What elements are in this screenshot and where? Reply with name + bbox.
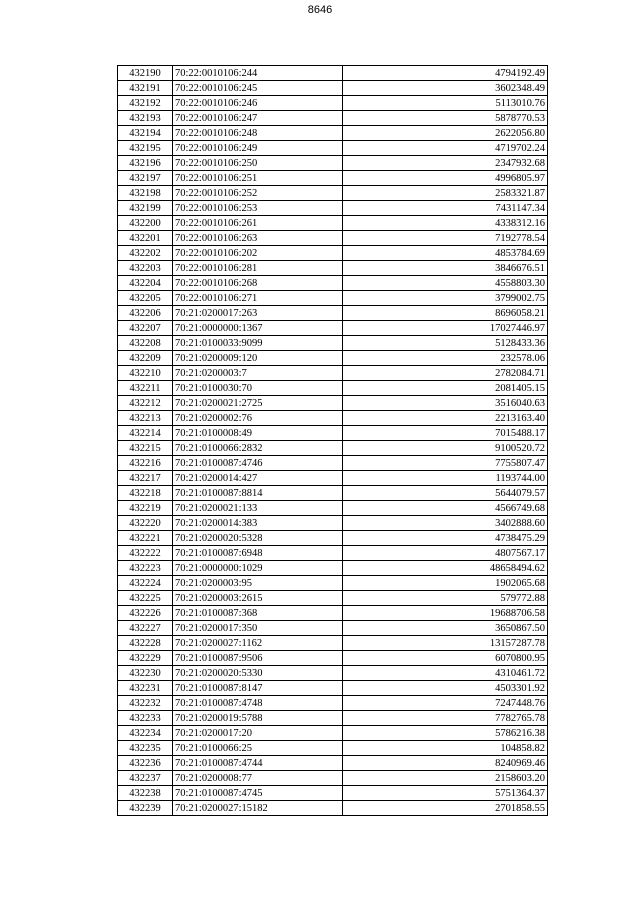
value-cell: 4338312.16 — [343, 216, 548, 231]
value-cell: 1902065.68 — [343, 576, 548, 591]
cadastral-number-cell: 70:21:0100087:4748 — [173, 696, 343, 711]
table-row — [118, 126, 548, 141]
cadastral-number-cell: 70:21:0100087:4746 — [173, 456, 343, 471]
value-cell: 5751364.37 — [343, 786, 548, 801]
row-number-cell: 432193 — [118, 111, 173, 126]
table-row — [118, 471, 548, 486]
row-number-cell: 432201 — [118, 231, 173, 246]
cadastral-number-cell: 70:22:0010106:261 — [173, 216, 343, 231]
row-number-cell: 432196 — [118, 156, 173, 171]
value-cell: 5786216.38 — [343, 726, 548, 741]
cadastral-number-cell: 70:21:0100087:9506 — [173, 651, 343, 666]
value-cell: 5644079.57 — [343, 486, 548, 501]
table-row — [118, 426, 548, 441]
row-number-cell: 432190 — [118, 66, 173, 81]
row-number-cell: 432199 — [118, 201, 173, 216]
table-row — [118, 66, 548, 81]
value-cell: 2081405.15 — [343, 381, 548, 396]
row-number-cell: 432223 — [118, 561, 173, 576]
table-row — [118, 156, 548, 171]
cadastral-number-cell: 70:22:0010106:246 — [173, 96, 343, 111]
value-cell: 8696058.21 — [343, 306, 548, 321]
table-row — [118, 276, 548, 291]
table-row — [118, 141, 548, 156]
table-row — [118, 636, 548, 651]
value-cell: 3650867.50 — [343, 621, 548, 636]
table-row — [118, 786, 548, 801]
cadastral-number-cell: 70:21:0200014:383 — [173, 516, 343, 531]
cadastral-number-cell: 70:22:0010106:268 — [173, 276, 343, 291]
row-number-cell: 432206 — [118, 306, 173, 321]
table-row — [118, 516, 548, 531]
cadastral-number-cell: 70:21:0200020:5330 — [173, 666, 343, 681]
row-number-cell: 432236 — [118, 756, 173, 771]
row-number-cell: 432228 — [118, 636, 173, 651]
cadastral-number-cell: 70:21:0200009:120 — [173, 351, 343, 366]
value-cell: 19688706.58 — [343, 606, 548, 621]
table-row — [118, 96, 548, 111]
value-cell: 4566749.68 — [343, 501, 548, 516]
cadastral-number-cell: 70:22:0010106:247 — [173, 111, 343, 126]
value-cell: 2782084.71 — [343, 366, 548, 381]
value-cell: 3799002.75 — [343, 291, 548, 306]
cadastral-number-cell: 70:21:0200014:427 — [173, 471, 343, 486]
value-cell: 4853784.69 — [343, 246, 548, 261]
row-number-cell: 432234 — [118, 726, 173, 741]
table-row — [118, 606, 548, 621]
row-number-cell: 432200 — [118, 216, 173, 231]
row-number-cell: 432237 — [118, 771, 173, 786]
value-cell: 2213163.40 — [343, 411, 548, 426]
row-number-cell: 432231 — [118, 681, 173, 696]
value-cell: 2622056.80 — [343, 126, 548, 141]
row-number-cell: 432233 — [118, 711, 173, 726]
cadastral-number-cell: 70:22:0010106:244 — [173, 66, 343, 81]
value-cell: 9100520.72 — [343, 441, 548, 456]
row-number-cell: 432238 — [118, 786, 173, 801]
table-row — [118, 501, 548, 516]
value-cell: 2158603.20 — [343, 771, 548, 786]
row-number-cell: 432221 — [118, 531, 173, 546]
cadastral-number-cell: 70:21:0200021:133 — [173, 501, 343, 516]
cadastral-number-cell: 70:22:0010106:248 — [173, 126, 343, 141]
value-cell: 48658494.62 — [343, 561, 548, 576]
table-row — [118, 666, 548, 681]
value-cell: 4719702.24 — [343, 141, 548, 156]
table-row — [118, 261, 548, 276]
row-number-cell: 432191 — [118, 81, 173, 96]
table-row — [118, 741, 548, 756]
value-cell: 13157287.78 — [343, 636, 548, 651]
table-row — [118, 81, 548, 96]
value-cell: 4996805.97 — [343, 171, 548, 186]
value-cell: 7247448.76 — [343, 696, 548, 711]
cadastral-number-cell: 70:22:0010106:263 — [173, 231, 343, 246]
row-number-cell: 432219 — [118, 501, 173, 516]
row-number-cell: 432204 — [118, 276, 173, 291]
value-cell: 7015488.17 — [343, 426, 548, 441]
table-row — [118, 186, 548, 201]
row-number-cell: 432232 — [118, 696, 173, 711]
row-number-cell: 432239 — [118, 801, 173, 816]
row-number-cell: 432205 — [118, 291, 173, 306]
value-cell: 4503301.92 — [343, 681, 548, 696]
table-row — [118, 651, 548, 666]
table-row — [118, 396, 548, 411]
table-row — [118, 246, 548, 261]
table-row — [118, 711, 548, 726]
cadastral-number-cell: 70:22:0010106:245 — [173, 81, 343, 96]
cadastral-number-cell: 70:21:0100066:25 — [173, 741, 343, 756]
row-number-cell: 432216 — [118, 456, 173, 471]
table-row — [118, 726, 548, 741]
cadastral-number-cell: 70:21:0200019:5788 — [173, 711, 343, 726]
value-cell: 4794192.49 — [343, 66, 548, 81]
row-number-cell: 432222 — [118, 546, 173, 561]
cadastral-number-cell: 70:22:0010106:251 — [173, 171, 343, 186]
cadastral-number-cell: 70:22:0010106:250 — [173, 156, 343, 171]
cadastral-number-cell: 70:21:0000000:1367 — [173, 321, 343, 336]
value-cell: 2583321.87 — [343, 186, 548, 201]
cadastral-number-cell: 70:22:0010106:271 — [173, 291, 343, 306]
cadastral-number-cell: 70:21:0200021:2725 — [173, 396, 343, 411]
value-cell: 8240969.46 — [343, 756, 548, 771]
cadastral-number-cell: 70:21:0200017:263 — [173, 306, 343, 321]
cadastral-number-cell: 70:21:0100087:368 — [173, 606, 343, 621]
cadastral-number-cell: 70:21:0200017:20 — [173, 726, 343, 741]
value-cell: 4558803.30 — [343, 276, 548, 291]
value-cell: 579772.88 — [343, 591, 548, 606]
cadastral-number-cell: 70:21:0100087:4745 — [173, 786, 343, 801]
row-number-cell: 432194 — [118, 126, 173, 141]
cadastral-number-cell: 70:21:0200008:77 — [173, 771, 343, 786]
cadastral-number-cell: 70:22:0010106:202 — [173, 246, 343, 261]
table-row — [118, 231, 548, 246]
value-cell: 4738475.29 — [343, 531, 548, 546]
cadastral-number-cell: 70:21:0100087:8814 — [173, 486, 343, 501]
row-number-cell: 432229 — [118, 651, 173, 666]
row-number-cell: 432225 — [118, 591, 173, 606]
cadastral-number-cell: 70:21:0200027:1162 — [173, 636, 343, 651]
table-row — [118, 546, 548, 561]
table-row — [118, 171, 548, 186]
row-number-cell: 432203 — [118, 261, 173, 276]
value-cell: 4807567.17 — [343, 546, 548, 561]
table-row — [118, 486, 548, 501]
value-cell: 3402888.60 — [343, 516, 548, 531]
table-row — [118, 111, 548, 126]
row-number-cell: 432226 — [118, 606, 173, 621]
row-number-cell: 432224 — [118, 576, 173, 591]
row-number-cell: 432217 — [118, 471, 173, 486]
value-cell: 4310461.72 — [343, 666, 548, 681]
row-number-cell: 432195 — [118, 141, 173, 156]
cadastral-number-cell: 70:21:0200027:15182 — [173, 801, 343, 816]
cadastral-number-cell: 70:21:0200017:350 — [173, 621, 343, 636]
row-number-cell: 432220 — [118, 516, 173, 531]
row-number-cell: 432215 — [118, 441, 173, 456]
cadastral-number-cell: 70:21:0100033:9099 — [173, 336, 343, 351]
row-number-cell: 432211 — [118, 381, 173, 396]
table-row — [118, 216, 548, 231]
value-cell: 7782765.78 — [343, 711, 548, 726]
row-number-cell: 432198 — [118, 186, 173, 201]
table-row — [118, 771, 548, 786]
table-row — [118, 336, 548, 351]
table-row — [118, 381, 548, 396]
row-number-cell: 432212 — [118, 396, 173, 411]
table-row — [118, 696, 548, 711]
row-number-cell: 432214 — [118, 426, 173, 441]
cadastral-value-table — [117, 65, 548, 816]
row-number-cell: 432210 — [118, 366, 173, 381]
row-number-cell: 432207 — [118, 321, 173, 336]
table-body — [118, 66, 548, 816]
table-row — [118, 291, 548, 306]
cadastral-number-cell: 70:22:0010106:281 — [173, 261, 343, 276]
cadastral-number-cell: 70:21:0200003:95 — [173, 576, 343, 591]
table-row — [118, 681, 548, 696]
table-row — [118, 441, 548, 456]
row-number-cell: 432208 — [118, 336, 173, 351]
table-row — [118, 306, 548, 321]
row-number-cell: 432235 — [118, 741, 173, 756]
table-row — [118, 201, 548, 216]
value-cell: 3602348.49 — [343, 81, 548, 96]
value-cell: 2701858.55 — [343, 801, 548, 816]
cadastral-number-cell: 70:22:0010106:252 — [173, 186, 343, 201]
value-cell: 3516040.63 — [343, 396, 548, 411]
table-row — [118, 366, 548, 381]
value-cell: 17027446.97 — [343, 321, 548, 336]
cadastral-number-cell: 70:22:0010106:253 — [173, 201, 343, 216]
value-cell: 104858.82 — [343, 741, 548, 756]
row-number-cell: 432213 — [118, 411, 173, 426]
row-number-cell: 432202 — [118, 246, 173, 261]
value-cell: 1193744.00 — [343, 471, 548, 486]
row-number-cell: 432209 — [118, 351, 173, 366]
table-row — [118, 621, 548, 636]
value-cell: 7431147.34 — [343, 201, 548, 216]
value-cell: 3846676.51 — [343, 261, 548, 276]
cadastral-number-cell: 70:21:0100008:49 — [173, 426, 343, 441]
table-row — [118, 801, 548, 816]
cadastral-number-cell: 70:21:0100087:6948 — [173, 546, 343, 561]
cadastral-number-cell: 70:21:0100087:8147 — [173, 681, 343, 696]
cadastral-number-cell: 70:21:0100030:70 — [173, 381, 343, 396]
table-row — [118, 351, 548, 366]
row-number-cell: 432230 — [118, 666, 173, 681]
cadastral-number-cell: 70:21:0200020:5328 — [173, 531, 343, 546]
value-cell: 5113010.76 — [343, 96, 548, 111]
table-row — [118, 411, 548, 426]
row-number-cell: 432218 — [118, 486, 173, 501]
cadastral-number-cell: 70:21:0200002:76 — [173, 411, 343, 426]
value-cell: 7192778.54 — [343, 231, 548, 246]
table-row — [118, 321, 548, 336]
value-cell: 5878770.53 — [343, 111, 548, 126]
table-row — [118, 591, 548, 606]
cadastral-number-cell: 70:21:0200003:2615 — [173, 591, 343, 606]
table-row — [118, 756, 548, 771]
table-row — [118, 531, 548, 546]
cadastral-number-cell: 70:21:0100066:2832 — [173, 441, 343, 456]
page-number: 8646 — [307, 4, 333, 16]
cadastral-number-cell: 70:21:0000000:1029 — [173, 561, 343, 576]
cadastral-number-cell: 70:21:0100087:4744 — [173, 756, 343, 771]
value-cell: 2347932.68 — [343, 156, 548, 171]
cadastral-number-cell: 70:22:0010106:249 — [173, 141, 343, 156]
value-cell: 7755807.47 — [343, 456, 548, 471]
cadastral-number-cell: 70:21:0200003:7 — [173, 366, 343, 381]
value-cell: 6070800.95 — [343, 651, 548, 666]
value-cell: 5128433.36 — [343, 336, 548, 351]
row-number-cell: 432197 — [118, 171, 173, 186]
table-row — [118, 576, 548, 591]
table-row — [118, 456, 548, 471]
row-number-cell: 432227 — [118, 621, 173, 636]
value-cell: 232578.06 — [343, 351, 548, 366]
row-number-cell: 432192 — [118, 96, 173, 111]
table-row — [118, 561, 548, 576]
